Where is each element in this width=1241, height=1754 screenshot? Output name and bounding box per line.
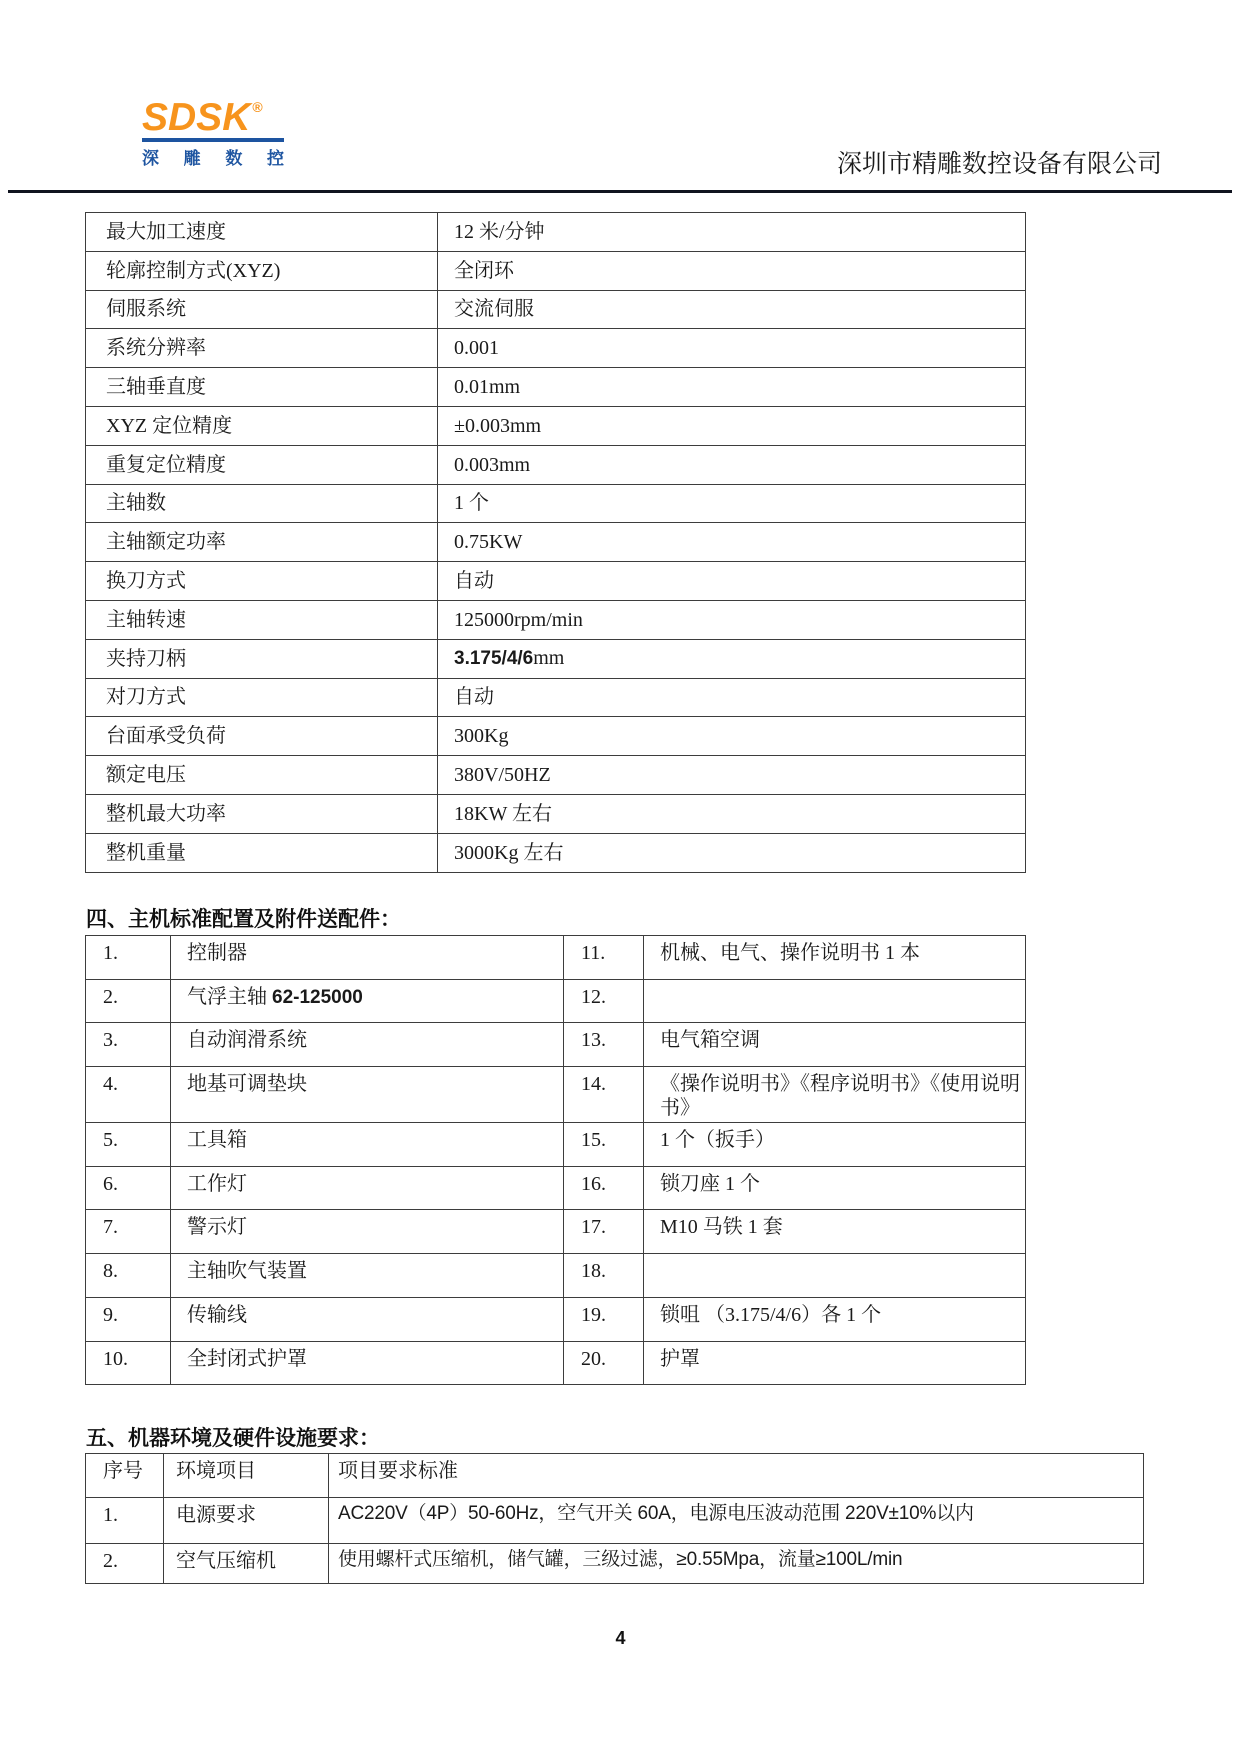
spec-label-cell: 整机最大功率 xyxy=(86,794,438,833)
spec-row xyxy=(86,523,1026,562)
logo-subtitle-char: 数 xyxy=(225,149,243,168)
spec-label-cell: 换刀方式 xyxy=(86,562,438,601)
env-header-no: 序号 xyxy=(86,1454,164,1498)
config-item-cell: 锁刀座 1 个 xyxy=(644,1166,1026,1210)
spec-row xyxy=(86,251,1026,290)
config-item-cell: 地基可调垫块 xyxy=(171,1067,564,1123)
config-number-cell: 19. xyxy=(564,1297,644,1341)
spec-row xyxy=(86,406,1026,445)
spec-row xyxy=(86,484,1026,523)
spec-row xyxy=(86,833,1026,872)
spec-row xyxy=(86,639,1026,678)
spec-value-cell: 300Kg xyxy=(438,717,1026,756)
config-number-cell: 8. xyxy=(86,1254,171,1298)
env-row xyxy=(86,1544,1144,1584)
spec-value-cell: 12 米/分钟 xyxy=(438,213,1026,252)
company-name: 深圳市精雕数控设备有限公司 xyxy=(837,151,1163,178)
config-item-cell: 电气箱空调 xyxy=(644,1023,1026,1067)
config-row xyxy=(86,1297,1026,1341)
config-item-cell: 控制器 xyxy=(171,936,564,980)
spec-value-cell xyxy=(438,639,1026,678)
spec-row xyxy=(86,290,1026,329)
config-number-cell: 17. xyxy=(564,1210,644,1254)
value-text: 气浮主轴 xyxy=(187,985,272,1008)
spec-value-cell: 380V/50HZ xyxy=(438,756,1026,795)
config-item-cell: 机械、电气、操作说明书 1 本 xyxy=(644,936,1026,980)
spec-label-cell: 对刀方式 xyxy=(86,678,438,717)
config-item-cell xyxy=(171,979,564,1023)
config-row xyxy=(86,1123,1026,1167)
spec-label-cell: 三轴垂直度 xyxy=(86,368,438,407)
config-item-cell: 主轴吹气装置 xyxy=(171,1254,564,1298)
spec-label-cell: 额定电压 xyxy=(86,756,438,795)
config-item-cell xyxy=(644,1254,1026,1298)
env-req-cell: AC220V（4P）50-60Hz，空气开关 60A，电源电压波动范围 220V±10%以内 xyxy=(329,1498,1144,1544)
env-item-cell: 电源要求 xyxy=(164,1498,329,1544)
spec-value-cell: 0.003mm xyxy=(438,445,1026,484)
config-row xyxy=(86,1210,1026,1254)
config-number-cell: 18. xyxy=(564,1254,644,1298)
logo-subtitle xyxy=(142,144,284,169)
spec-value-cell: 0.001 xyxy=(438,329,1026,368)
config-row xyxy=(86,1254,1026,1298)
env-item-cell: 空气压缩机 xyxy=(164,1544,329,1584)
spec-row xyxy=(86,445,1026,484)
spec-value-cell: 0.01mm xyxy=(438,368,1026,407)
spec-label-cell: 主轴额定功率 xyxy=(86,523,438,562)
spec-value-cell: 自动 xyxy=(438,678,1026,717)
config-number-cell: 13. xyxy=(564,1023,644,1067)
env-no-cell: 2. xyxy=(86,1544,164,1584)
spec-label-cell: 主轴转速 xyxy=(86,600,438,639)
logo-subtitle-char: 控 xyxy=(266,149,284,168)
config-item-cell: M10 马铁 1 套 xyxy=(644,1210,1026,1254)
config-number-cell: 20. xyxy=(564,1341,644,1385)
config-item-cell: 警示灯 xyxy=(171,1210,564,1254)
config-number-cell: 7. xyxy=(86,1210,171,1254)
spec-label-cell: 夹持刀柄 xyxy=(86,639,438,678)
config-item-cell: 护罩 xyxy=(644,1341,1026,1385)
header-divider xyxy=(8,190,1232,193)
spec-value-cell: 全闭环 xyxy=(438,251,1026,290)
spec-value-cell: 交流伺服 xyxy=(438,290,1026,329)
config-item-cell: 1 个（扳手） xyxy=(644,1123,1026,1167)
spec-label-cell: 最大加工速度 xyxy=(86,213,438,252)
config-number-cell: 9. xyxy=(86,1297,171,1341)
value-alt-text: 62-125000 xyxy=(272,986,363,1008)
config-item-cell: 全封闭式护罩 xyxy=(171,1341,564,1385)
spec-row xyxy=(86,329,1026,368)
spec-value-cell: 18KW 左右 xyxy=(438,794,1026,833)
logo-subtitle-char: 雕 xyxy=(183,149,201,168)
value-alt-text: 3.175/4/6 xyxy=(454,648,534,670)
spec-label-cell: 伺服系统 xyxy=(86,290,438,329)
logo-sdsk-text: SDSK xyxy=(142,96,251,139)
env-no-cell: 1. xyxy=(86,1498,164,1544)
spec-value-cell: 3000Kg 左右 xyxy=(438,833,1026,872)
logo-brand-text xyxy=(142,88,284,137)
logo-subtitle-char: 深 xyxy=(142,149,159,168)
page-number: 4 xyxy=(615,1628,626,1648)
config-row xyxy=(86,1341,1026,1385)
config-item-cell xyxy=(644,979,1026,1023)
config-item-cell: 传输线 xyxy=(171,1297,564,1341)
spec-label-cell: 系统分辨率 xyxy=(86,329,438,368)
env-row xyxy=(86,1498,1144,1544)
config-number-cell: 2. xyxy=(86,979,171,1023)
company-logo xyxy=(142,88,284,169)
env-req-cell: 使用螺杆式压缩机，储气罐，三级过滤，≥0.55Mpa，流量≥100L/min xyxy=(329,1544,1144,1584)
spec-value-cell: 自动 xyxy=(438,562,1026,601)
config-item-cell: 工作灯 xyxy=(171,1166,564,1210)
config-row xyxy=(86,1067,1026,1123)
spec-label-cell: 主轴数 xyxy=(86,484,438,523)
spec-label-cell: 整机重量 xyxy=(86,833,438,872)
config-number-cell: 4. xyxy=(86,1067,171,1123)
env-header-req: 项目要求标准 xyxy=(329,1454,1144,1498)
spec-value-cell: ±0.003mm xyxy=(438,406,1026,445)
config-number-cell: 12. xyxy=(564,979,644,1023)
config-row xyxy=(86,979,1026,1023)
registered-trademark-icon: ® xyxy=(252,99,263,115)
config-row xyxy=(86,1023,1026,1067)
spec-row xyxy=(86,756,1026,795)
spec-label-cell: 重复定位精度 xyxy=(86,445,438,484)
config-row xyxy=(86,936,1026,980)
spec-value-cell: 1 个 xyxy=(438,484,1026,523)
spec-row xyxy=(86,600,1026,639)
config-number-cell: 6. xyxy=(86,1166,171,1210)
spec-row xyxy=(86,562,1026,601)
spec-value-cell: 0.75KW xyxy=(438,523,1026,562)
config-number-cell: 10. xyxy=(86,1341,171,1385)
config-number-cell: 11. xyxy=(564,936,644,980)
spec-label-cell: 台面承受负荷 xyxy=(86,717,438,756)
config-item-cell: 工具箱 xyxy=(171,1123,564,1167)
value-text: mm xyxy=(533,647,565,670)
spec-row xyxy=(86,678,1026,717)
config-number-cell: 5. xyxy=(86,1123,171,1167)
spec-value-cell: 125000rpm/min xyxy=(438,600,1026,639)
spec-row xyxy=(86,794,1026,833)
config-item-cell: 锁咀 （3.175/4/6）各 1 个 xyxy=(644,1297,1026,1341)
config-item-cell: 自动润滑系统 xyxy=(171,1023,564,1067)
config-row xyxy=(86,1166,1026,1210)
spec-row xyxy=(86,368,1026,407)
config-number-cell: 15. xyxy=(564,1123,644,1167)
config-item-cell: 《操作说明书》《程序说明书》《使用说明书》 xyxy=(644,1067,1026,1123)
env-header-row xyxy=(86,1454,1144,1498)
section4-title: 四、主机标准配置及附件送配件： xyxy=(86,908,401,931)
machine-spec-table xyxy=(85,212,1026,873)
config-number-cell: 14. xyxy=(564,1067,644,1123)
spec-label-cell: XYZ 定位精度 xyxy=(86,406,438,445)
spec-row xyxy=(86,213,1026,252)
environment-requirements-table xyxy=(85,1453,1144,1584)
section5-title: 五、机器环境及硬件设施要求： xyxy=(86,1427,380,1450)
spec-label-cell: 轮廓控制方式(XYZ) xyxy=(86,251,438,290)
config-number-cell: 1. xyxy=(86,936,171,980)
env-header-item: 环境项目 xyxy=(164,1454,329,1498)
config-number-cell: 16. xyxy=(564,1166,644,1210)
config-number-cell: 3. xyxy=(86,1023,171,1067)
spec-row xyxy=(86,717,1026,756)
standard-config-table xyxy=(85,935,1026,1385)
